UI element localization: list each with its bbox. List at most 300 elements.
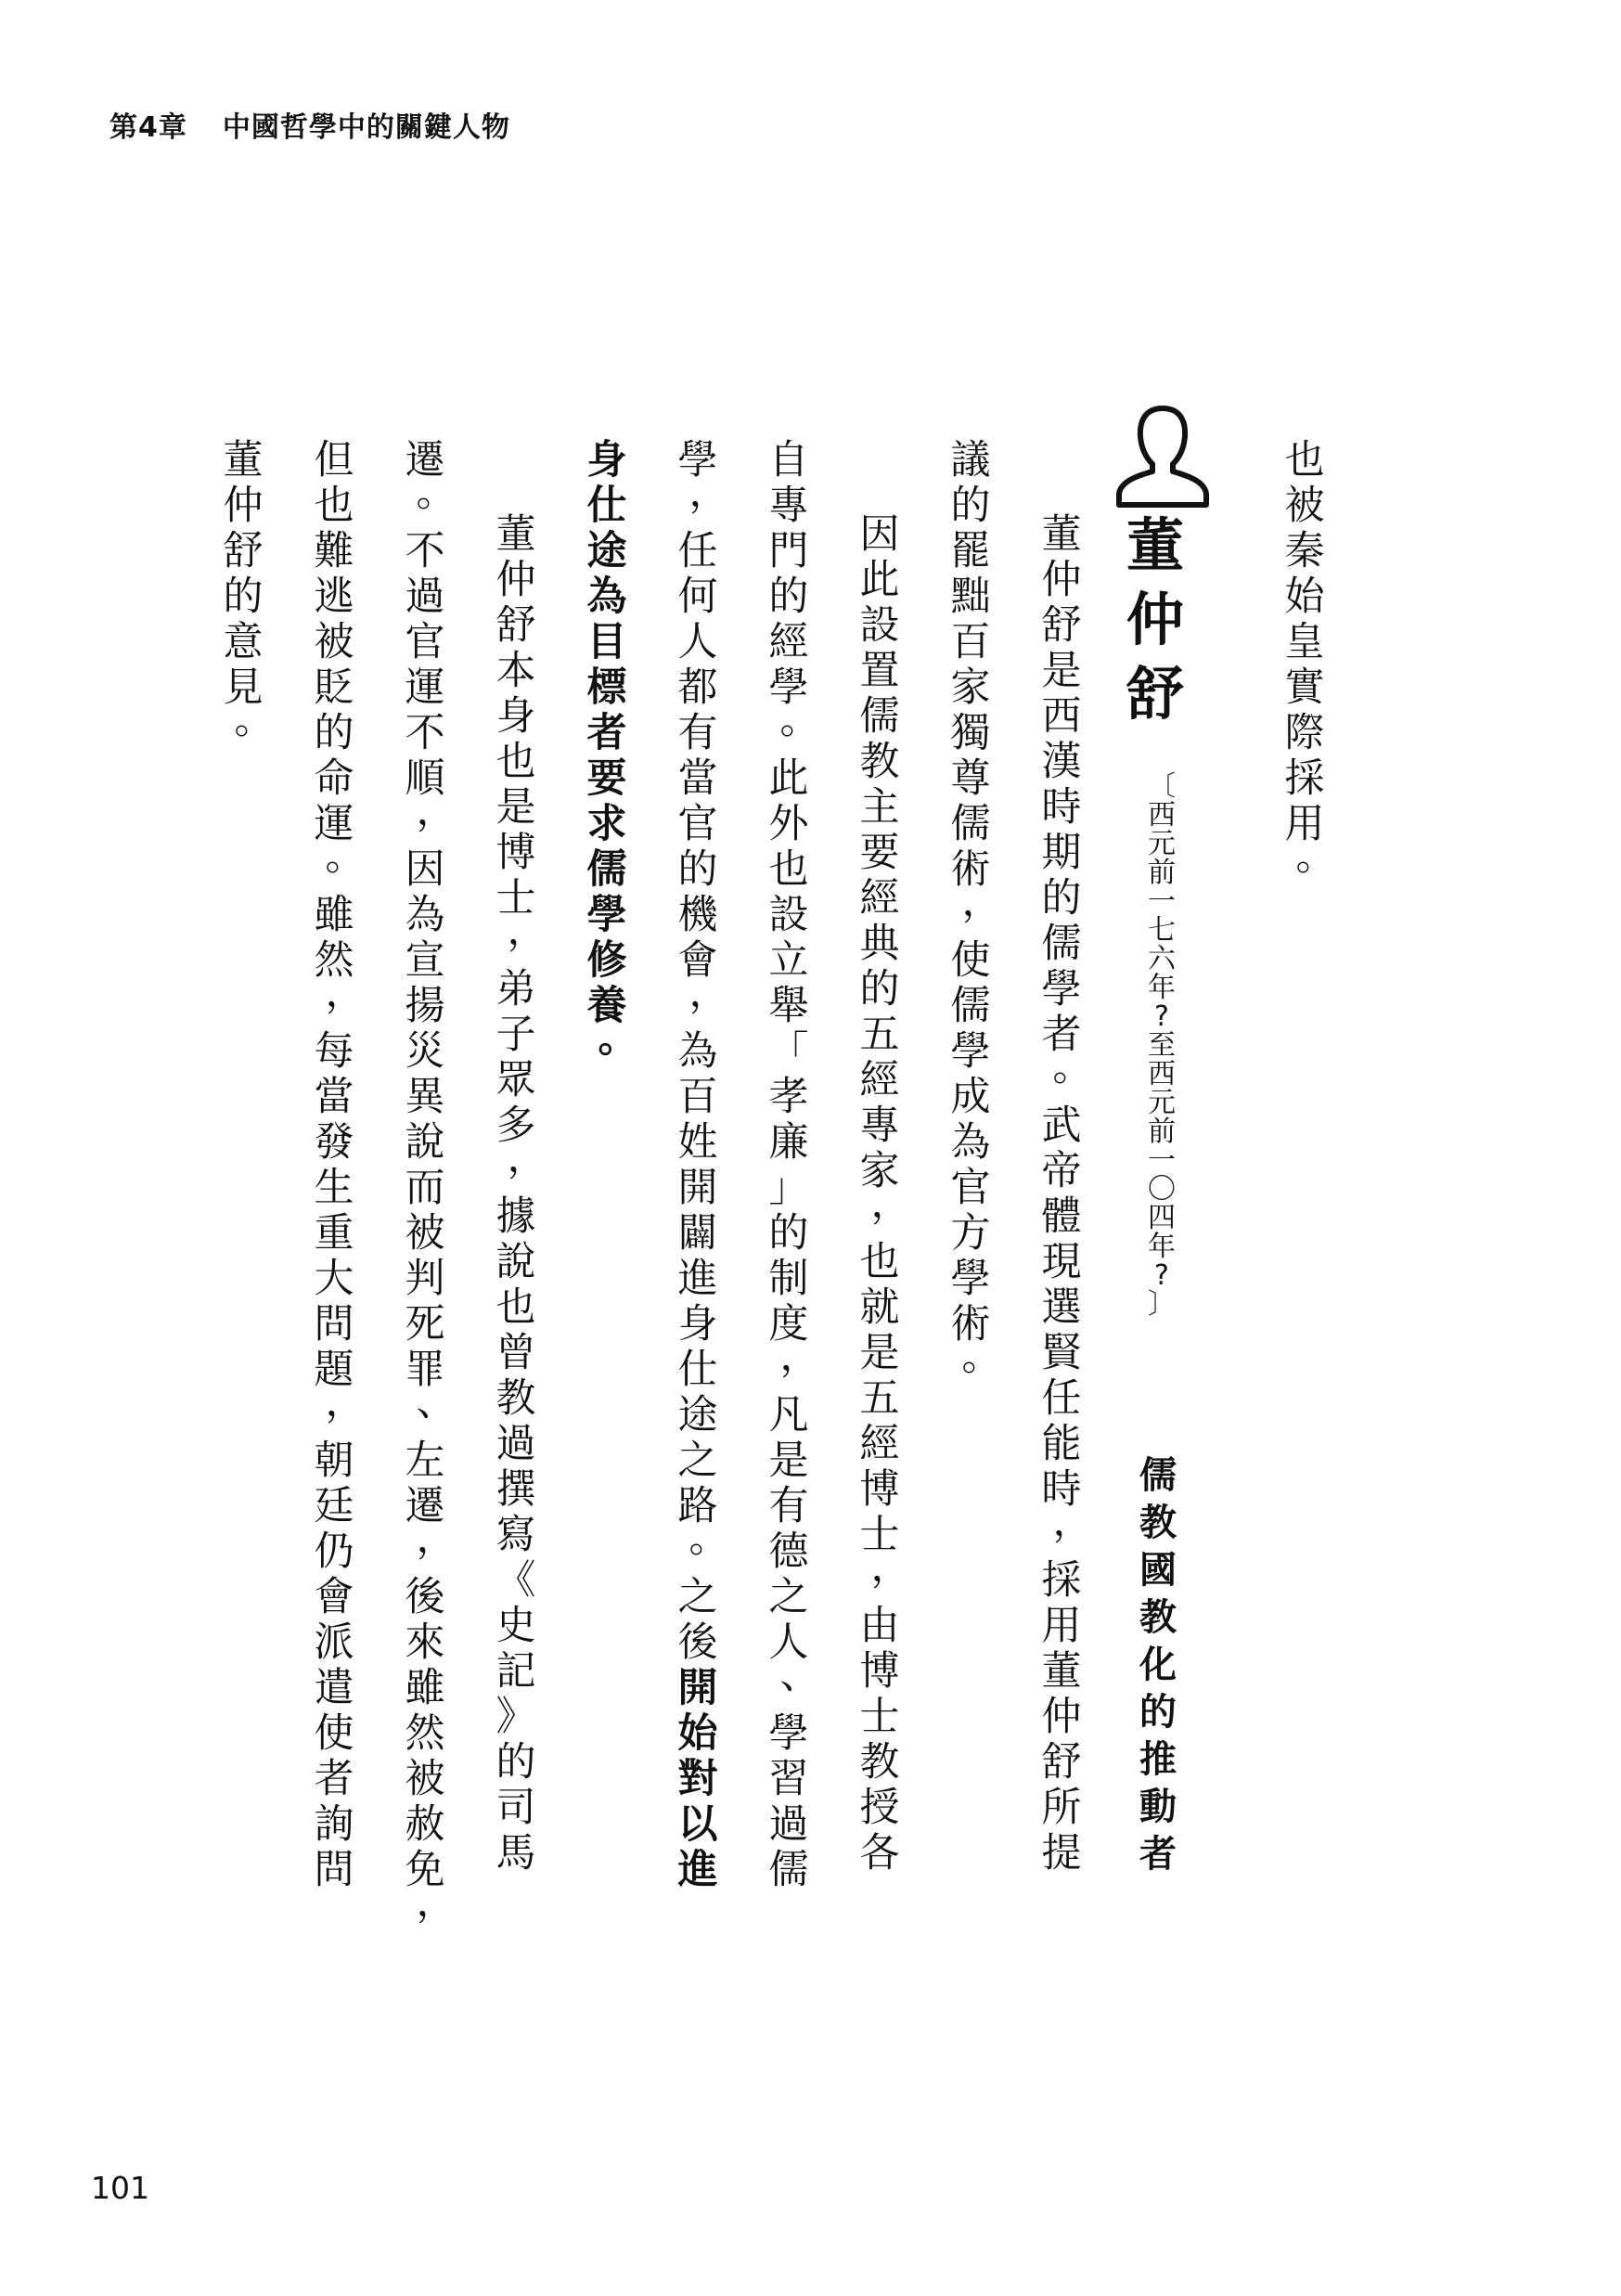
col-2-char: 賢 bbox=[1041, 1330, 1082, 1376]
col-9-char: 宣 bbox=[405, 937, 445, 984]
col-2-char: 漢 bbox=[1041, 739, 1082, 785]
col-7-char: 。 bbox=[598, 1015, 638, 1062]
col-9-char: 雖 bbox=[405, 1665, 445, 1711]
col-8-char: 是 bbox=[495, 784, 536, 831]
col-11-char: 意 bbox=[223, 619, 264, 665]
col-2-char: 能 bbox=[1041, 1421, 1082, 1467]
col-10-char: 會 bbox=[314, 1574, 354, 1620]
col-3-char: 成 bbox=[950, 1074, 991, 1120]
col-1-char: 皇 bbox=[1284, 619, 1325, 665]
col-3-char: 黜 bbox=[950, 574, 991, 620]
col-3-char: 。 bbox=[961, 1334, 1002, 1380]
person-dates-char: 〔 bbox=[1148, 770, 1176, 803]
col-6-char: 任 bbox=[677, 528, 718, 574]
col-5-char: 是 bbox=[768, 1438, 809, 1484]
text-column-4 bbox=[854, 511, 911, 1877]
col-10-char: 使 bbox=[314, 1710, 354, 1757]
text-column-2 bbox=[1036, 511, 1093, 1877]
col-6-char: 的 bbox=[677, 846, 718, 893]
col-1-char: 秦 bbox=[1284, 528, 1325, 574]
col-6-char: 進 bbox=[677, 1847, 718, 1893]
col-3-char: 為 bbox=[950, 1119, 991, 1166]
col-10-char: 運 bbox=[314, 801, 354, 847]
col-5-char: 習 bbox=[768, 1756, 809, 1802]
col-5-char: 德 bbox=[768, 1529, 809, 1575]
col-2-char: 董 bbox=[1041, 1648, 1082, 1695]
col-11-char: 見 bbox=[223, 664, 264, 711]
col-8-char: 據 bbox=[495, 1193, 536, 1240]
col-9-char: 為 bbox=[405, 892, 445, 938]
chapter-label: 第4章 bbox=[109, 111, 187, 144]
col-3-char: 術 bbox=[950, 846, 991, 893]
col-7-char: 學 bbox=[586, 892, 627, 938]
col-6-char: 後 bbox=[677, 1619, 718, 1666]
col-3-char: 獨 bbox=[950, 710, 991, 756]
col-4-char: 博 bbox=[859, 1648, 900, 1695]
col-1-char: 。 bbox=[1295, 833, 1336, 880]
col-7-char: 身 bbox=[586, 437, 627, 484]
person-dates-char: 前 bbox=[1148, 1116, 1176, 1148]
col-5-char: 孝 bbox=[768, 1074, 809, 1120]
col-2-char: 用 bbox=[1041, 1603, 1082, 1649]
col-10-char: 雖 bbox=[314, 892, 354, 938]
col-9-char: ， bbox=[416, 788, 457, 834]
col-5-char: 經 bbox=[768, 619, 809, 665]
col-4-char: ， bbox=[870, 1180, 911, 1227]
col-8-char: 寫 bbox=[495, 1512, 536, 1558]
col-9-char: 後 bbox=[405, 1574, 445, 1620]
person-dates-char: 一 bbox=[1148, 1144, 1176, 1177]
col-6-char: ， bbox=[688, 470, 729, 516]
col-3-char: 使 bbox=[950, 937, 991, 984]
col-10-char: 重 bbox=[314, 1210, 354, 1257]
person-dates-char: 六 bbox=[1148, 943, 1176, 975]
person-name bbox=[1118, 509, 1192, 731]
col-11-char: 董 bbox=[223, 437, 264, 484]
col-8-char: ， bbox=[507, 908, 547, 954]
col-6-char: 之 bbox=[677, 1574, 718, 1620]
col-4-char: 此 bbox=[859, 557, 900, 603]
col-2-char: 仲 bbox=[1041, 557, 1082, 603]
col-4-char: 經 bbox=[859, 1057, 900, 1103]
col-1-char: 採 bbox=[1284, 755, 1325, 802]
col-6-char: 會 bbox=[677, 937, 718, 984]
col-8-char: 曾 bbox=[495, 1330, 536, 1376]
person-dates-char: 年 bbox=[1148, 1231, 1176, 1263]
person-name-char: 舒 bbox=[1126, 660, 1184, 728]
person-dates bbox=[1143, 772, 1180, 1319]
person-dates-char: 西 bbox=[1148, 799, 1176, 832]
person-role bbox=[1132, 1452, 1184, 1878]
col-2-char: 所 bbox=[1041, 1785, 1082, 1831]
person-role-char: 動 bbox=[1139, 1786, 1177, 1828]
col-1-char: 用 bbox=[1284, 801, 1325, 847]
col-5-char: 也 bbox=[768, 846, 809, 893]
col-8-char: 弟 bbox=[495, 966, 536, 1013]
chapter-title: 中國哲學中的關鍵人物 bbox=[222, 111, 510, 144]
col-8-char: 也 bbox=[495, 1284, 536, 1331]
col-5-char: 」 bbox=[768, 1165, 809, 1211]
col-10-char: 每 bbox=[314, 1028, 354, 1075]
col-5-char: 制 bbox=[768, 1256, 809, 1302]
col-8-char: 博 bbox=[495, 830, 536, 876]
person-dates-char: 四 bbox=[1148, 1202, 1176, 1234]
col-6-char: 官 bbox=[677, 801, 718, 847]
col-5-char: 此 bbox=[768, 755, 809, 802]
col-8-char: ， bbox=[507, 1135, 547, 1181]
col-1-char: 始 bbox=[1284, 574, 1325, 620]
col-4-char: 士 bbox=[859, 1694, 900, 1740]
person-role-char: 的 bbox=[1139, 1691, 1177, 1734]
col-6-char: 闢 bbox=[677, 1210, 718, 1257]
person-dates-char: 〕 bbox=[1148, 1288, 1176, 1321]
col-5-char: 學 bbox=[768, 664, 809, 711]
col-9-char: 官 bbox=[405, 619, 445, 665]
col-6-char: 以 bbox=[677, 1801, 718, 1848]
person-dates-char: ? bbox=[1154, 1000, 1169, 1033]
col-2-char: 任 bbox=[1041, 1375, 1082, 1422]
col-5-char: 過 bbox=[768, 1801, 809, 1848]
col-8-char: 史 bbox=[495, 1603, 536, 1649]
col-8-char: 說 bbox=[495, 1239, 536, 1285]
col-6-char: 仕 bbox=[677, 1347, 718, 1393]
col-9-char: 過 bbox=[405, 574, 445, 620]
text-column-3 bbox=[945, 437, 1002, 1393]
col-3-char: 方 bbox=[950, 1210, 991, 1257]
col-8-char: 馬 bbox=[495, 1830, 536, 1877]
col-5-char: 「 bbox=[768, 1028, 809, 1075]
col-10-char: 也 bbox=[314, 483, 354, 529]
col-2-char: 體 bbox=[1041, 1193, 1082, 1240]
col-5-char: 有 bbox=[768, 1483, 809, 1529]
person-dates-char: ? bbox=[1154, 1259, 1169, 1292]
col-5-char: 的 bbox=[768, 1210, 809, 1257]
col-10-char: 題 bbox=[314, 1347, 354, 1393]
col-9-char: 不 bbox=[405, 710, 445, 756]
col-5-char: 人 bbox=[768, 1619, 809, 1666]
col-4-char: 設 bbox=[859, 602, 900, 649]
col-6-char: 姓 bbox=[677, 1119, 718, 1166]
col-4-char: 儒 bbox=[859, 693, 900, 740]
col-8-char: 司 bbox=[495, 1785, 536, 1831]
col-5-char: 舉 bbox=[768, 983, 809, 1029]
col-7-char: 儒 bbox=[586, 846, 627, 893]
person-role-char: 者 bbox=[1139, 1833, 1177, 1876]
col-5-char: 立 bbox=[768, 937, 809, 984]
col-3-char: 尊 bbox=[950, 755, 991, 802]
col-8-char: 仲 bbox=[495, 557, 536, 603]
col-2-char: 期 bbox=[1041, 830, 1082, 876]
col-7-char: 標 bbox=[586, 664, 627, 711]
col-7-char: 目 bbox=[586, 619, 627, 665]
col-5-char: 門 bbox=[768, 528, 809, 574]
col-2-char: 武 bbox=[1041, 1103, 1082, 1149]
col-6-char: 。 bbox=[688, 1516, 729, 1562]
col-3-char: 的 bbox=[950, 483, 991, 529]
col-6-char: 始 bbox=[677, 1710, 718, 1757]
text-column-5 bbox=[763, 437, 820, 1893]
col-10-char: 。 bbox=[325, 833, 366, 880]
col-6-char: 為 bbox=[677, 1028, 718, 1075]
col-8-char: 身 bbox=[495, 693, 536, 740]
col-9-char: 被 bbox=[405, 1210, 445, 1257]
col-4-char: 五 bbox=[859, 1375, 900, 1422]
col-4-char: 士 bbox=[859, 1512, 900, 1558]
person-dates-char: 年 bbox=[1148, 972, 1176, 1004]
col-2-char: 選 bbox=[1041, 1284, 1082, 1331]
col-6-char: 身 bbox=[677, 1301, 718, 1348]
col-4-char: 就 bbox=[859, 1284, 900, 1331]
text-column-10 bbox=[308, 437, 366, 1893]
col-2-char: 提 bbox=[1041, 1830, 1082, 1877]
col-3-char: 罷 bbox=[950, 528, 991, 574]
col-10-char: 發 bbox=[314, 1119, 354, 1166]
col-7-char: 途 bbox=[586, 528, 627, 574]
person-dates-char: 七 bbox=[1148, 914, 1176, 947]
col-10-char: 但 bbox=[314, 437, 354, 484]
col-4-char: 因 bbox=[859, 511, 900, 558]
col-2-char: 是 bbox=[1041, 648, 1082, 694]
col-2-char: 者 bbox=[1041, 1012, 1082, 1058]
col-11-char: 舒 bbox=[223, 528, 264, 574]
col-9-char: 死 bbox=[405, 1301, 445, 1348]
col-9-char: 遷 bbox=[405, 1483, 445, 1529]
person-silhouette-icon bbox=[1112, 401, 1214, 510]
col-5-char: 的 bbox=[768, 574, 809, 620]
person-name-char: 董 bbox=[1126, 511, 1184, 579]
col-8-char: 士 bbox=[495, 875, 536, 922]
col-10-char: 廷 bbox=[314, 1483, 354, 1529]
col-6-char: 百 bbox=[677, 1074, 718, 1120]
col-4-char: 專 bbox=[859, 1103, 900, 1149]
col-4-char: 家 bbox=[859, 1148, 900, 1194]
col-7-char: 為 bbox=[586, 574, 627, 620]
person-role-char: 化 bbox=[1139, 1644, 1177, 1686]
col-10-char: 大 bbox=[314, 1256, 354, 1302]
person-dates-char: 至 bbox=[1148, 1029, 1176, 1062]
col-3-char: 學 bbox=[950, 1256, 991, 1302]
col-2-char: 舒 bbox=[1041, 1739, 1082, 1786]
col-9-char: ， bbox=[416, 1516, 457, 1562]
col-3-char: 官 bbox=[950, 1165, 991, 1211]
col-8-char: 舒 bbox=[495, 602, 536, 649]
col-9-char: 順 bbox=[405, 755, 445, 802]
col-2-char: 儒 bbox=[1041, 921, 1082, 967]
col-6-char: 之 bbox=[677, 1438, 718, 1484]
col-4-char: 是 bbox=[859, 1330, 900, 1376]
col-1-char: 實 bbox=[1284, 664, 1325, 711]
col-9-char: 說 bbox=[405, 1119, 445, 1166]
col-4-char: 主 bbox=[859, 784, 900, 831]
col-3-char: 術 bbox=[950, 1301, 991, 1348]
col-4-char: 由 bbox=[859, 1603, 900, 1649]
col-7-char: 者 bbox=[586, 710, 627, 756]
col-2-char: 時 bbox=[1041, 784, 1082, 831]
col-9-char: 罪 bbox=[405, 1347, 445, 1393]
col-8-char: 《 bbox=[495, 1557, 536, 1604]
col-3-char: ， bbox=[961, 879, 1002, 925]
col-7-char: 要 bbox=[586, 755, 627, 802]
col-9-char: 運 bbox=[405, 664, 445, 711]
col-10-char: 貶 bbox=[314, 664, 354, 711]
col-4-char: 也 bbox=[859, 1239, 900, 1285]
col-4-char: 經 bbox=[859, 875, 900, 922]
col-6-char: 開 bbox=[677, 1165, 718, 1211]
col-8-char: 教 bbox=[495, 1375, 536, 1422]
col-8-char: 的 bbox=[495, 1739, 536, 1786]
col-5-char: 之 bbox=[768, 1574, 809, 1620]
col-6-char: 進 bbox=[677, 1256, 718, 1302]
person-dates-char: 〇 bbox=[1148, 1173, 1176, 1206]
col-2-char: 學 bbox=[1041, 966, 1082, 1013]
page-number: 101 bbox=[91, 2170, 149, 2206]
col-6-char: 機 bbox=[677, 892, 718, 938]
text-column-7 bbox=[581, 437, 638, 1075]
col-9-char: 赦 bbox=[405, 1801, 445, 1848]
person-dates-char: 西 bbox=[1148, 1058, 1176, 1090]
col-8-char: 本 bbox=[495, 648, 536, 694]
col-5-char: 自 bbox=[768, 437, 809, 484]
col-2-char: 時 bbox=[1041, 1466, 1082, 1513]
col-9-char: 揚 bbox=[405, 983, 445, 1029]
person-dates-char: 前 bbox=[1148, 857, 1176, 889]
col-9-char: 異 bbox=[405, 1074, 445, 1120]
col-7-char: 求 bbox=[586, 801, 627, 847]
col-2-char: 仲 bbox=[1041, 1694, 1082, 1740]
col-5-char: 廉 bbox=[768, 1119, 809, 1166]
text-column-9 bbox=[399, 437, 457, 1939]
col-9-char: 來 bbox=[405, 1619, 445, 1666]
col-4-char: 典 bbox=[859, 921, 900, 967]
col-5-char: ， bbox=[779, 1334, 820, 1380]
col-3-char: 百 bbox=[950, 619, 991, 665]
person-role-char: 教 bbox=[1139, 1596, 1177, 1639]
col-10-char: 逃 bbox=[314, 574, 354, 620]
col-10-char: ， bbox=[325, 1379, 366, 1425]
person-dates-char: 一 bbox=[1148, 885, 1176, 918]
col-10-char: 當 bbox=[314, 1074, 354, 1120]
col-7-char: 修 bbox=[586, 937, 627, 984]
col-4-char: 五 bbox=[859, 1012, 900, 1058]
col-6-char: 對 bbox=[677, 1756, 718, 1802]
col-10-char: 朝 bbox=[314, 1438, 354, 1484]
col-4-char: 要 bbox=[859, 830, 900, 876]
col-8-char: 過 bbox=[495, 1421, 536, 1467]
col-2-char: 帝 bbox=[1041, 1148, 1082, 1194]
col-8-char: 眾 bbox=[495, 1057, 536, 1103]
col-9-char: 而 bbox=[405, 1165, 445, 1211]
col-4-char: 教 bbox=[859, 1739, 900, 1786]
col-4-char: ， bbox=[870, 1544, 911, 1591]
col-8-char: 董 bbox=[495, 511, 536, 558]
col-4-char: 授 bbox=[859, 1785, 900, 1831]
col-2-char: 西 bbox=[1041, 693, 1082, 740]
col-10-char: 被 bbox=[314, 619, 354, 665]
col-6-char: 開 bbox=[677, 1665, 718, 1711]
col-9-char: 。 bbox=[416, 470, 457, 516]
col-6-char: ， bbox=[688, 970, 729, 1016]
person-role-char: 國 bbox=[1139, 1549, 1177, 1592]
col-2-char: 舒 bbox=[1041, 602, 1082, 649]
col-5-char: 設 bbox=[768, 892, 809, 938]
col-10-char: 的 bbox=[314, 710, 354, 756]
col-11-char: 的 bbox=[223, 574, 264, 620]
text-column-6 bbox=[672, 437, 729, 1893]
person-role-char: 教 bbox=[1139, 1502, 1177, 1544]
person-dates-char: 元 bbox=[1148, 828, 1176, 860]
col-4-char: 的 bbox=[859, 966, 900, 1013]
col-9-char: 然 bbox=[405, 1710, 445, 1757]
col-1-char: 被 bbox=[1284, 483, 1325, 529]
col-3-char: 家 bbox=[950, 664, 991, 711]
col-2-char: 現 bbox=[1041, 1239, 1082, 1285]
col-9-char: 災 bbox=[405, 1028, 445, 1075]
col-9-char: 判 bbox=[405, 1256, 445, 1302]
running-header bbox=[109, 104, 510, 145]
col-10-char: 者 bbox=[314, 1756, 354, 1802]
col-2-char: 的 bbox=[1041, 875, 1082, 922]
col-6-char: 有 bbox=[677, 710, 718, 756]
col-5-char: 專 bbox=[768, 483, 809, 529]
col-6-char: 人 bbox=[677, 619, 718, 665]
col-6-char: 途 bbox=[677, 1392, 718, 1438]
col-3-char: 議 bbox=[950, 437, 991, 484]
col-5-char: 。 bbox=[779, 697, 820, 743]
col-8-char: 多 bbox=[495, 1103, 536, 1149]
col-8-char: 也 bbox=[495, 739, 536, 785]
col-5-char: 度 bbox=[768, 1301, 809, 1348]
col-10-char: 派 bbox=[314, 1619, 354, 1666]
col-9-char: 被 bbox=[405, 1756, 445, 1802]
col-10-char: 問 bbox=[314, 1301, 354, 1348]
col-10-char: 命 bbox=[314, 755, 354, 802]
col-4-char: 各 bbox=[859, 1830, 900, 1877]
col-9-char: ， bbox=[416, 1879, 457, 1926]
col-10-char: ， bbox=[325, 970, 366, 1016]
col-2-char: 董 bbox=[1041, 511, 1082, 558]
col-6-char: 路 bbox=[677, 1483, 718, 1529]
col-3-char: 儒 bbox=[950, 983, 991, 1029]
col-4-char: 經 bbox=[859, 1421, 900, 1467]
col-6-char: 何 bbox=[677, 574, 718, 620]
col-5-char: 凡 bbox=[768, 1392, 809, 1438]
col-10-char: 生 bbox=[314, 1165, 354, 1211]
col-8-char: 記 bbox=[495, 1648, 536, 1695]
col-9-char: 左 bbox=[405, 1438, 445, 1484]
col-6-char: 都 bbox=[677, 664, 718, 711]
col-10-char: 遣 bbox=[314, 1665, 354, 1711]
col-8-char: 子 bbox=[495, 1012, 536, 1058]
text-column-1 bbox=[1279, 437, 1336, 893]
col-4-char: 博 bbox=[859, 1466, 900, 1513]
col-10-char: 仍 bbox=[314, 1529, 354, 1575]
person-role-char: 儒 bbox=[1139, 1454, 1177, 1497]
col-4-char: 教 bbox=[859, 739, 900, 785]
col-10-char: 難 bbox=[314, 528, 354, 574]
col-3-char: 學 bbox=[950, 1028, 991, 1075]
col-10-char: 問 bbox=[314, 1847, 354, 1893]
col-5-char: 儒 bbox=[768, 1847, 809, 1893]
col-9-char: 不 bbox=[405, 528, 445, 574]
text-column-11 bbox=[217, 437, 275, 756]
person-dates-char: 元 bbox=[1148, 1087, 1176, 1119]
col-11-char: 。 bbox=[234, 697, 275, 743]
col-7-char: 養 bbox=[586, 983, 627, 1029]
col-9-char: 因 bbox=[405, 846, 445, 893]
col-6-char: 學 bbox=[677, 437, 718, 484]
col-2-char: 。 bbox=[1052, 1044, 1093, 1090]
text-column-8 bbox=[490, 511, 547, 1877]
